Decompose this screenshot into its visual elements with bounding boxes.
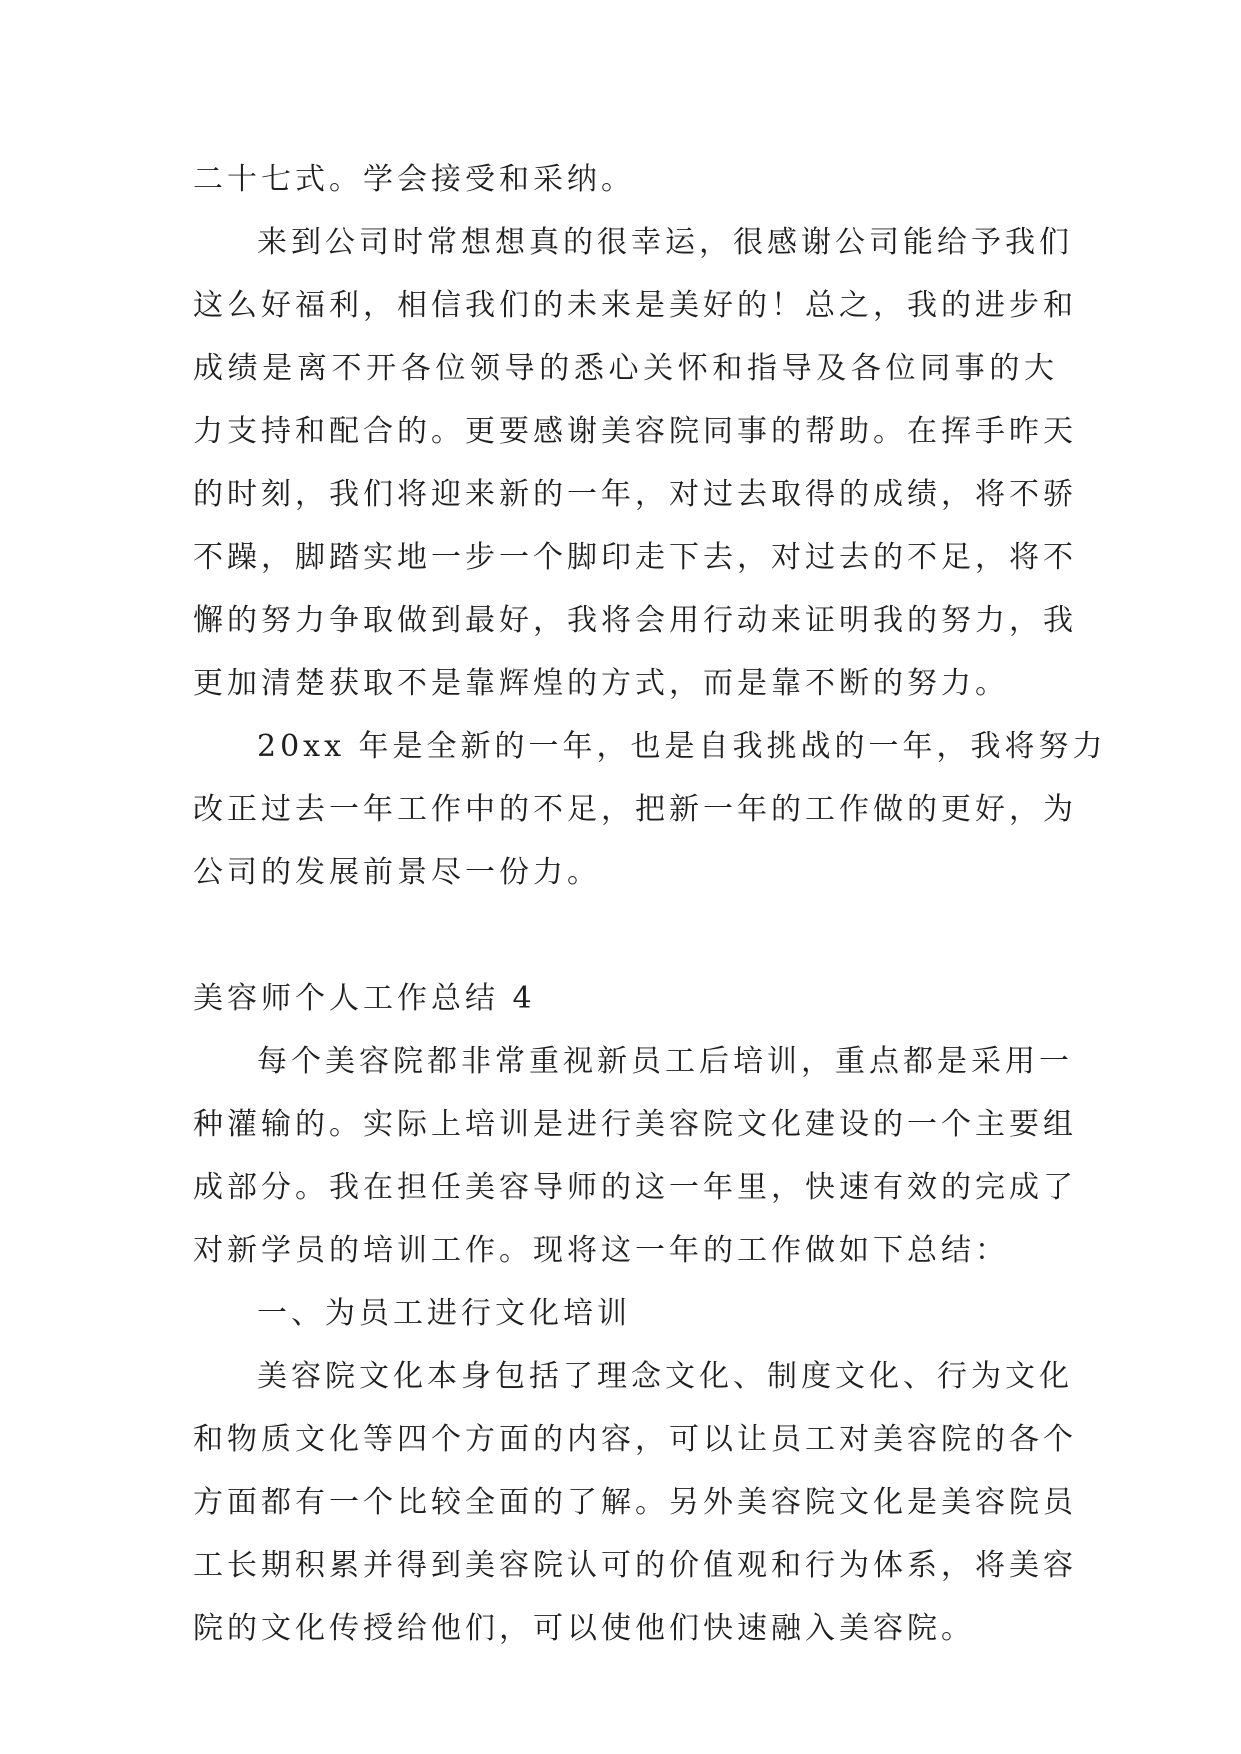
- section-heading: 美容师个人工作总结 4: [193, 981, 536, 1016]
- text-line: 美容院文化本身包括了理念文化、制度文化、行为文化: [257, 1359, 1073, 1394]
- document-body: [193, 148, 1107, 1660]
- text-line: 这么好福利，相信我们的未来是美好的！总之，我的进步和: [193, 288, 1077, 323]
- text-line: 力支持和配合的。更要感谢美容院同事的帮助。在挥手昨天: [193, 414, 1077, 449]
- paragraph-gap: [193, 904, 1058, 967]
- text-line: 20xx 年是全新的一年，也是自我挑战的一年，我将努力: [257, 729, 1107, 764]
- text-line: 院的文化传授给他们，可以使他们快速融入美容院。: [193, 1611, 975, 1646]
- text-line: 公司的发展前景尽一份力。: [193, 855, 601, 890]
- text-line: 成部分。我在担任美容导师的这一年里，快速有效的完成了: [193, 1170, 1077, 1205]
- text-line: 二十七式。学会接受和采纳。: [193, 162, 635, 197]
- text-line: 对新学员的培训工作。现将这一年的工作做如下总结：: [193, 1233, 1009, 1268]
- text-line: 更加清楚获取不是靠辉煌的方式，而是靠不断的努力。: [193, 666, 1009, 701]
- text-line: 工长期积累并得到美容院认可的价值观和行为体系，将美容: [193, 1548, 1077, 1583]
- text-line: 改正过去一年工作中的不足，把新一年的工作做的更好，为: [193, 792, 1077, 827]
- text-line: 和物质文化等四个方面的内容，可以让员工对美容院的各个: [193, 1422, 1077, 1457]
- text-line: 的时刻，我们将迎来新的一年，对过去取得的成绩，将不骄: [193, 477, 1077, 512]
- text-line: 种灌输的。实际上培训是进行美容院文化建设的一个主要组: [193, 1107, 1077, 1142]
- text-line: 来到公司时常想想真的很幸运，很感谢公司能给予我们: [257, 225, 1073, 260]
- text-line: 方面都有一个比较全面的了解。另外美容院文化是美容院员: [193, 1485, 1077, 1520]
- text-line: 懈的努力争取做到最好，我将会用行动来证明我的努力，我: [193, 603, 1077, 638]
- text-line: 每个美容院都非常重视新员工后培训，重点都是采用一: [257, 1044, 1073, 1079]
- subheading-line: 一、为员工进行文化培训: [257, 1296, 631, 1331]
- text-line: 不躁，脚踏实地一步一个脚印走下去，对过去的不足，将不: [193, 540, 1077, 575]
- text-line: 成绩是离不开各位领导的悉心关怀和指导及各位同事的大: [193, 351, 1058, 386]
